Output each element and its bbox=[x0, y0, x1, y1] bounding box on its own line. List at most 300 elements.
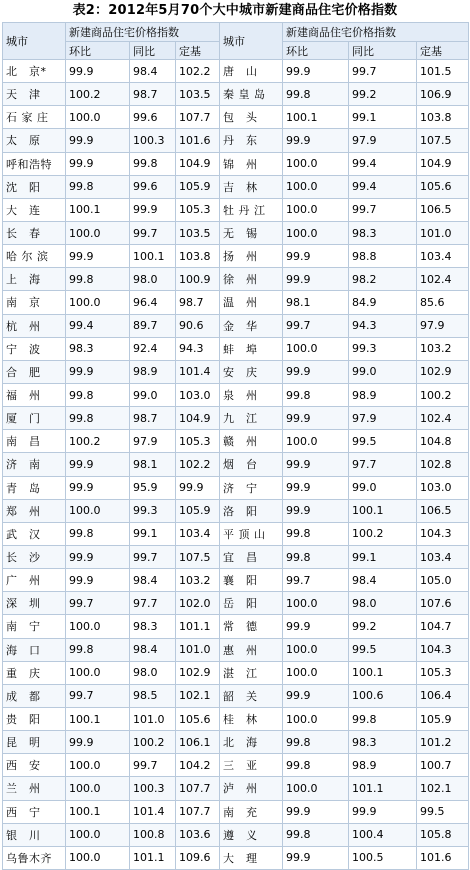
fixed-cell: 103.4 bbox=[417, 545, 469, 568]
city-cell: 兰 州 bbox=[3, 777, 66, 800]
yoy-cell: 96.4 bbox=[130, 291, 176, 314]
yoy-cell: 98.4 bbox=[349, 569, 417, 592]
fixed-cell: 99.9 bbox=[176, 476, 220, 499]
mom-cell: 99.7 bbox=[66, 684, 130, 707]
city-cell: 桂 林 bbox=[220, 707, 283, 730]
city-cell: 烟 台 bbox=[220, 453, 283, 476]
fixed-cell: 102.4 bbox=[417, 268, 469, 291]
mom-cell: 99.8 bbox=[283, 545, 349, 568]
table-row bbox=[3, 221, 469, 244]
table-row bbox=[3, 360, 469, 383]
fixed-cell: 104.9 bbox=[176, 152, 220, 175]
table-row bbox=[3, 754, 469, 777]
city-cell: 宜 昌 bbox=[220, 545, 283, 568]
city-cell: 长 沙 bbox=[3, 545, 66, 568]
city-cell: 青 岛 bbox=[3, 476, 66, 499]
mom-cell: 100.0 bbox=[66, 615, 130, 638]
city-cell: 天 津 bbox=[3, 83, 66, 106]
city-cell: 泸 州 bbox=[220, 777, 283, 800]
mom-cell: 99.7 bbox=[283, 314, 349, 337]
city-cell: 广 州 bbox=[3, 569, 66, 592]
yoy-cell: 100.8 bbox=[130, 823, 176, 846]
city-cell: 扬 州 bbox=[220, 245, 283, 268]
yoy-cell: 98.8 bbox=[349, 245, 417, 268]
mom-cell: 99.9 bbox=[283, 476, 349, 499]
yoy-cell: 97.9 bbox=[349, 407, 417, 430]
fixed-cell: 101.6 bbox=[176, 129, 220, 152]
table-row bbox=[3, 522, 469, 545]
city-cell: 金 华 bbox=[220, 314, 283, 337]
city-cell: 太 原 bbox=[3, 129, 66, 152]
table-row bbox=[3, 731, 469, 754]
fixed-cell: 105.0 bbox=[417, 569, 469, 592]
yoy-cell: 100.3 bbox=[130, 777, 176, 800]
mom-cell: 99.8 bbox=[66, 268, 130, 291]
mom-cell: 100.0 bbox=[283, 152, 349, 175]
yoy-cell: 99.1 bbox=[349, 545, 417, 568]
fixed-cell: 103.8 bbox=[176, 245, 220, 268]
city-cell: 合 肥 bbox=[3, 360, 66, 383]
city-cell: 韶 关 bbox=[220, 684, 283, 707]
mom-cell: 100.2 bbox=[66, 83, 130, 106]
fixed-cell: 105.6 bbox=[417, 175, 469, 198]
yoy-cell: 98.2 bbox=[349, 268, 417, 291]
yoy-cell: 98.7 bbox=[130, 83, 176, 106]
mom-cell: 99.9 bbox=[283, 268, 349, 291]
table-row bbox=[3, 383, 469, 406]
mom-cell: 100.0 bbox=[283, 777, 349, 800]
yoy-cell: 100.4 bbox=[349, 823, 417, 846]
table-row bbox=[3, 245, 469, 268]
yoy-cell: 99.1 bbox=[349, 106, 417, 129]
mom-cell: 100.0 bbox=[283, 221, 349, 244]
mom-cell: 100.0 bbox=[66, 754, 130, 777]
city-cell: 南 京 bbox=[3, 291, 66, 314]
table-row bbox=[3, 684, 469, 707]
yoy-cell: 99.0 bbox=[130, 383, 176, 406]
mom-cell: 99.7 bbox=[66, 592, 130, 615]
fixed-cell: 101.0 bbox=[176, 638, 220, 661]
city-cell: 大 理 bbox=[220, 846, 283, 869]
city-cell: 常 德 bbox=[220, 615, 283, 638]
yoy-cell: 98.3 bbox=[130, 615, 176, 638]
city-cell: 杭 州 bbox=[3, 314, 66, 337]
mom-cell: 100.0 bbox=[66, 221, 130, 244]
table-row bbox=[3, 707, 469, 730]
table-title: 表2：2012年5月70个大中城市新建商品住宅价格指数 bbox=[72, 3, 398, 18]
yoy-cell: 100.2 bbox=[349, 522, 417, 545]
city-cell: 长 春 bbox=[3, 221, 66, 244]
table-row bbox=[3, 777, 469, 800]
table-row bbox=[3, 60, 469, 83]
yoy-cell: 101.4 bbox=[130, 800, 176, 823]
fixed-cell: 103.5 bbox=[176, 83, 220, 106]
yoy-cell: 99.0 bbox=[349, 360, 417, 383]
fixed-cell: 103.5 bbox=[176, 221, 220, 244]
fixed-cell: 106.9 bbox=[417, 83, 469, 106]
yoy-cell: 97.7 bbox=[349, 453, 417, 476]
mom-cell: 99.9 bbox=[66, 360, 130, 383]
mom-cell: 100.0 bbox=[66, 106, 130, 129]
mom-cell: 100.1 bbox=[66, 800, 130, 823]
mom-cell: 99.8 bbox=[66, 522, 130, 545]
fixed-cell: 103.0 bbox=[176, 383, 220, 406]
city-header-right: 城市 bbox=[220, 23, 283, 60]
yoy-cell: 98.0 bbox=[349, 592, 417, 615]
yoy-cell: 97.7 bbox=[130, 592, 176, 615]
fixed-cell: 107.7 bbox=[176, 777, 220, 800]
yoy-cell: 99.3 bbox=[349, 337, 417, 360]
yoy-cell: 101.1 bbox=[130, 846, 176, 869]
mom-cell: 100.0 bbox=[66, 777, 130, 800]
mom-cell: 99.8 bbox=[66, 383, 130, 406]
table-row bbox=[3, 407, 469, 430]
mom-cell: 100.0 bbox=[66, 499, 130, 522]
city-cell: 重 庆 bbox=[3, 661, 66, 684]
city-cell: 上 海 bbox=[3, 268, 66, 291]
mom-cell: 99.9 bbox=[283, 800, 349, 823]
mom-cell: 99.9 bbox=[66, 453, 130, 476]
table-row bbox=[3, 453, 469, 476]
table-row bbox=[3, 337, 469, 360]
mom-cell: 100.0 bbox=[283, 638, 349, 661]
table-row bbox=[3, 268, 469, 291]
city-cell: 武 汉 bbox=[3, 522, 66, 545]
city-cell: 丹 东 bbox=[220, 129, 283, 152]
index-group-header-right: 新建商品住宅价格指数 bbox=[283, 23, 469, 42]
fixed-cell: 101.6 bbox=[417, 846, 469, 869]
city-cell: 西 安 bbox=[3, 754, 66, 777]
city-cell: 徐 州 bbox=[220, 268, 283, 291]
city-cell: 唐 山 bbox=[220, 60, 283, 83]
yoy-cell: 98.4 bbox=[130, 60, 176, 83]
fixed-cell: 104.7 bbox=[417, 615, 469, 638]
table-row bbox=[3, 638, 469, 661]
table-row bbox=[3, 569, 469, 592]
yoy-cell: 99.8 bbox=[130, 152, 176, 175]
table-row bbox=[3, 152, 469, 175]
mom-cell: 99.9 bbox=[283, 615, 349, 638]
fixed-cell: 105.6 bbox=[176, 707, 220, 730]
mom-cell: 99.9 bbox=[66, 569, 130, 592]
city-cell: 大 连 bbox=[3, 198, 66, 221]
table-row bbox=[3, 129, 469, 152]
table-row bbox=[3, 430, 469, 453]
yoy-cell: 99.5 bbox=[349, 638, 417, 661]
city-cell: 石 家 庄 bbox=[3, 106, 66, 129]
fixed-cell: 107.5 bbox=[176, 545, 220, 568]
fixed-cell: 105.8 bbox=[417, 823, 469, 846]
mom-cell: 99.7 bbox=[283, 569, 349, 592]
city-cell: 沈 阳 bbox=[3, 175, 66, 198]
mom-cell: 99.9 bbox=[283, 360, 349, 383]
yoy-cell: 99.2 bbox=[349, 615, 417, 638]
yoy-cell: 98.4 bbox=[130, 638, 176, 661]
city-cell: 银 川 bbox=[3, 823, 66, 846]
table-row bbox=[3, 592, 469, 615]
fixed-cell: 100.9 bbox=[176, 268, 220, 291]
city-cell: 遵 义 bbox=[220, 823, 283, 846]
table-row bbox=[3, 314, 469, 337]
fixed-cell: 109.6 bbox=[176, 846, 220, 869]
mom-cell: 100.0 bbox=[283, 337, 349, 360]
mom-cell: 99.8 bbox=[283, 731, 349, 754]
mom-cell: 99.8 bbox=[283, 754, 349, 777]
fixed-cell: 103.4 bbox=[417, 245, 469, 268]
fixed-cell: 106.1 bbox=[176, 731, 220, 754]
mom-cell: 99.9 bbox=[66, 731, 130, 754]
fixed-cell: 101.0 bbox=[417, 221, 469, 244]
city-cell: 哈 尔 滨 bbox=[3, 245, 66, 268]
mom-cell: 100.1 bbox=[66, 707, 130, 730]
yoy-cell: 100.3 bbox=[130, 129, 176, 152]
city-cell: 襄 阳 bbox=[220, 569, 283, 592]
yoy-header-left: 同比 bbox=[130, 42, 176, 60]
city-header-left: 城市 bbox=[3, 23, 66, 60]
fixed-cell: 105.3 bbox=[176, 198, 220, 221]
mom-cell: 100.0 bbox=[66, 823, 130, 846]
yoy-cell: 92.4 bbox=[130, 337, 176, 360]
yoy-cell: 101.1 bbox=[349, 777, 417, 800]
yoy-cell: 99.1 bbox=[130, 522, 176, 545]
yoy-cell: 98.4 bbox=[130, 569, 176, 592]
fixed-cell: 101.2 bbox=[417, 731, 469, 754]
mom-cell: 99.9 bbox=[66, 245, 130, 268]
fixed-cell: 98.7 bbox=[176, 291, 220, 314]
table-row bbox=[3, 83, 469, 106]
mom-cell: 99.9 bbox=[283, 684, 349, 707]
fixed-cell: 103.0 bbox=[417, 476, 469, 499]
fixed-cell: 94.3 bbox=[176, 337, 220, 360]
mom-cell: 99.9 bbox=[283, 407, 349, 430]
fixed-cell: 107.6 bbox=[417, 592, 469, 615]
mom-cell: 99.8 bbox=[66, 407, 130, 430]
yoy-cell: 100.5 bbox=[349, 846, 417, 869]
mom-cell: 100.2 bbox=[66, 430, 130, 453]
yoy-cell: 95.9 bbox=[130, 476, 176, 499]
fixed-cell: 105.9 bbox=[176, 175, 220, 198]
mom-cell: 100.0 bbox=[283, 661, 349, 684]
city-cell: 秦 皇 岛 bbox=[220, 83, 283, 106]
table-row bbox=[3, 661, 469, 684]
city-cell: 牡 丹 江 bbox=[220, 198, 283, 221]
yoy-header-right: 同比 bbox=[349, 42, 417, 60]
yoy-cell: 98.0 bbox=[130, 268, 176, 291]
mom-cell: 100.0 bbox=[283, 707, 349, 730]
city-cell: 西 宁 bbox=[3, 800, 66, 823]
fixed-header-left: 定基 bbox=[176, 42, 220, 60]
fixed-cell: 102.2 bbox=[176, 60, 220, 83]
yoy-cell: 99.9 bbox=[349, 800, 417, 823]
city-cell: 平 顶 山 bbox=[220, 522, 283, 545]
mom-cell: 99.8 bbox=[283, 823, 349, 846]
yoy-cell: 98.9 bbox=[349, 754, 417, 777]
city-cell: 湛 江 bbox=[220, 661, 283, 684]
mom-cell: 99.9 bbox=[66, 60, 130, 83]
fixed-cell: 106.5 bbox=[417, 198, 469, 221]
table-header bbox=[3, 23, 469, 60]
fixed-cell: 106.5 bbox=[417, 499, 469, 522]
mom-header-right: 环比 bbox=[283, 42, 349, 60]
city-cell: 包 头 bbox=[220, 106, 283, 129]
yoy-cell: 98.1 bbox=[130, 453, 176, 476]
city-cell: 九 江 bbox=[220, 407, 283, 430]
yoy-cell: 99.4 bbox=[349, 152, 417, 175]
yoy-cell: 99.6 bbox=[130, 106, 176, 129]
city-cell: 洛 阳 bbox=[220, 499, 283, 522]
fixed-cell: 105.9 bbox=[176, 499, 220, 522]
mom-cell: 99.8 bbox=[283, 383, 349, 406]
city-cell: 郑 州 bbox=[3, 499, 66, 522]
fixed-cell: 107.5 bbox=[417, 129, 469, 152]
mom-cell: 99.9 bbox=[283, 453, 349, 476]
mom-cell: 99.8 bbox=[66, 638, 130, 661]
city-cell: 乌鲁木齐 bbox=[3, 846, 66, 869]
price-index-table bbox=[2, 22, 469, 870]
yoy-cell: 101.0 bbox=[130, 707, 176, 730]
city-cell: 贵 阳 bbox=[3, 707, 66, 730]
yoy-cell: 97.9 bbox=[349, 129, 417, 152]
fixed-cell: 104.9 bbox=[417, 152, 469, 175]
city-cell: 宁 波 bbox=[3, 337, 66, 360]
yoy-cell: 99.7 bbox=[130, 754, 176, 777]
yoy-cell: 100.1 bbox=[130, 245, 176, 268]
yoy-cell: 98.3 bbox=[349, 731, 417, 754]
mom-cell: 99.9 bbox=[66, 129, 130, 152]
yoy-cell: 100.1 bbox=[349, 499, 417, 522]
yoy-cell: 84.9 bbox=[349, 291, 417, 314]
yoy-cell: 98.7 bbox=[130, 407, 176, 430]
fixed-cell: 104.9 bbox=[176, 407, 220, 430]
table-row bbox=[3, 823, 469, 846]
mom-cell: 98.1 bbox=[283, 291, 349, 314]
mom-cell: 100.0 bbox=[66, 846, 130, 869]
fixed-cell: 100.7 bbox=[417, 754, 469, 777]
yoy-cell: 98.9 bbox=[130, 360, 176, 383]
mom-cell: 100.0 bbox=[283, 198, 349, 221]
mom-cell: 100.0 bbox=[283, 430, 349, 453]
yoy-cell: 98.9 bbox=[349, 383, 417, 406]
mom-cell: 100.1 bbox=[283, 106, 349, 129]
yoy-cell: 98.5 bbox=[130, 684, 176, 707]
city-cell: 赣 州 bbox=[220, 430, 283, 453]
city-cell: 海 口 bbox=[3, 638, 66, 661]
table-row bbox=[3, 291, 469, 314]
table-row bbox=[3, 198, 469, 221]
mom-cell: 99.9 bbox=[283, 129, 349, 152]
fixed-cell: 102.1 bbox=[417, 777, 469, 800]
yoy-cell: 99.2 bbox=[349, 83, 417, 106]
mom-cell: 99.9 bbox=[66, 152, 130, 175]
city-cell: 厦 门 bbox=[3, 407, 66, 430]
city-cell: 无 锡 bbox=[220, 221, 283, 244]
yoy-cell: 99.5 bbox=[349, 430, 417, 453]
city-cell: 泉 州 bbox=[220, 383, 283, 406]
yoy-cell: 89.7 bbox=[130, 314, 176, 337]
city-cell: 南 昌 bbox=[3, 430, 66, 453]
yoy-cell: 100.1 bbox=[349, 661, 417, 684]
yoy-cell: 98.0 bbox=[130, 661, 176, 684]
city-cell: 南 宁 bbox=[3, 615, 66, 638]
city-cell: 呼和浩特 bbox=[3, 152, 66, 175]
fixed-cell: 107.7 bbox=[176, 106, 220, 129]
fixed-header-right: 定基 bbox=[417, 42, 469, 60]
fixed-cell: 102.0 bbox=[176, 592, 220, 615]
fixed-cell: 104.3 bbox=[417, 522, 469, 545]
mom-cell: 100.1 bbox=[66, 198, 130, 221]
city-cell: 吉 林 bbox=[220, 175, 283, 198]
city-cell: 深 圳 bbox=[3, 592, 66, 615]
city-cell: 北 海 bbox=[220, 731, 283, 754]
mom-cell: 99.9 bbox=[283, 846, 349, 869]
yoy-cell: 99.9 bbox=[130, 198, 176, 221]
fixed-cell: 102.9 bbox=[176, 661, 220, 684]
mom-cell: 99.8 bbox=[283, 83, 349, 106]
fixed-cell: 106.4 bbox=[417, 684, 469, 707]
fixed-cell: 100.2 bbox=[417, 383, 469, 406]
city-cell: 安 庆 bbox=[220, 360, 283, 383]
fixed-cell: 105.3 bbox=[417, 661, 469, 684]
table-row bbox=[3, 846, 469, 869]
yoy-cell: 98.3 bbox=[349, 221, 417, 244]
yoy-cell: 99.7 bbox=[130, 545, 176, 568]
fixed-cell: 107.7 bbox=[176, 800, 220, 823]
city-cell: 岳 阳 bbox=[220, 592, 283, 615]
yoy-cell: 99.7 bbox=[349, 60, 417, 83]
fixed-cell: 99.5 bbox=[417, 800, 469, 823]
fixed-cell: 103.8 bbox=[417, 106, 469, 129]
table-body bbox=[3, 60, 469, 870]
city-cell: 济 宁 bbox=[220, 476, 283, 499]
fixed-cell: 105.9 bbox=[417, 707, 469, 730]
yoy-cell: 99.6 bbox=[130, 175, 176, 198]
mom-cell: 100.0 bbox=[66, 661, 130, 684]
table-row bbox=[3, 175, 469, 198]
fixed-cell: 102.1 bbox=[176, 684, 220, 707]
mom-cell: 99.9 bbox=[66, 545, 130, 568]
table-row bbox=[3, 615, 469, 638]
table-row bbox=[3, 106, 469, 129]
fixed-cell: 105.3 bbox=[176, 430, 220, 453]
yoy-cell: 94.3 bbox=[349, 314, 417, 337]
fixed-cell: 101.1 bbox=[176, 615, 220, 638]
index-group-header-left: 新建商品住宅价格指数 bbox=[66, 23, 220, 42]
mom-cell: 99.8 bbox=[66, 175, 130, 198]
mom-cell: 99.9 bbox=[66, 476, 130, 499]
fixed-cell: 101.4 bbox=[176, 360, 220, 383]
city-cell: 济 南 bbox=[3, 453, 66, 476]
table-row bbox=[3, 545, 469, 568]
yoy-cell: 99.8 bbox=[349, 707, 417, 730]
city-cell: 福 州 bbox=[3, 383, 66, 406]
fixed-cell: 104.3 bbox=[417, 638, 469, 661]
table-row bbox=[3, 800, 469, 823]
mom-cell: 100.0 bbox=[66, 291, 130, 314]
mom-cell: 98.3 bbox=[66, 337, 130, 360]
table-row bbox=[3, 476, 469, 499]
mom-cell: 99.8 bbox=[283, 522, 349, 545]
city-cell: 蚌 埠 bbox=[220, 337, 283, 360]
fixed-cell: 102.9 bbox=[417, 360, 469, 383]
fixed-cell: 102.4 bbox=[417, 407, 469, 430]
mom-cell: 100.0 bbox=[283, 592, 349, 615]
city-cell: 成 都 bbox=[3, 684, 66, 707]
mom-cell: 99.9 bbox=[283, 499, 349, 522]
fixed-cell: 102.8 bbox=[417, 453, 469, 476]
fixed-cell: 103.2 bbox=[176, 569, 220, 592]
fixed-cell: 101.5 bbox=[417, 60, 469, 83]
yoy-cell: 99.7 bbox=[349, 198, 417, 221]
